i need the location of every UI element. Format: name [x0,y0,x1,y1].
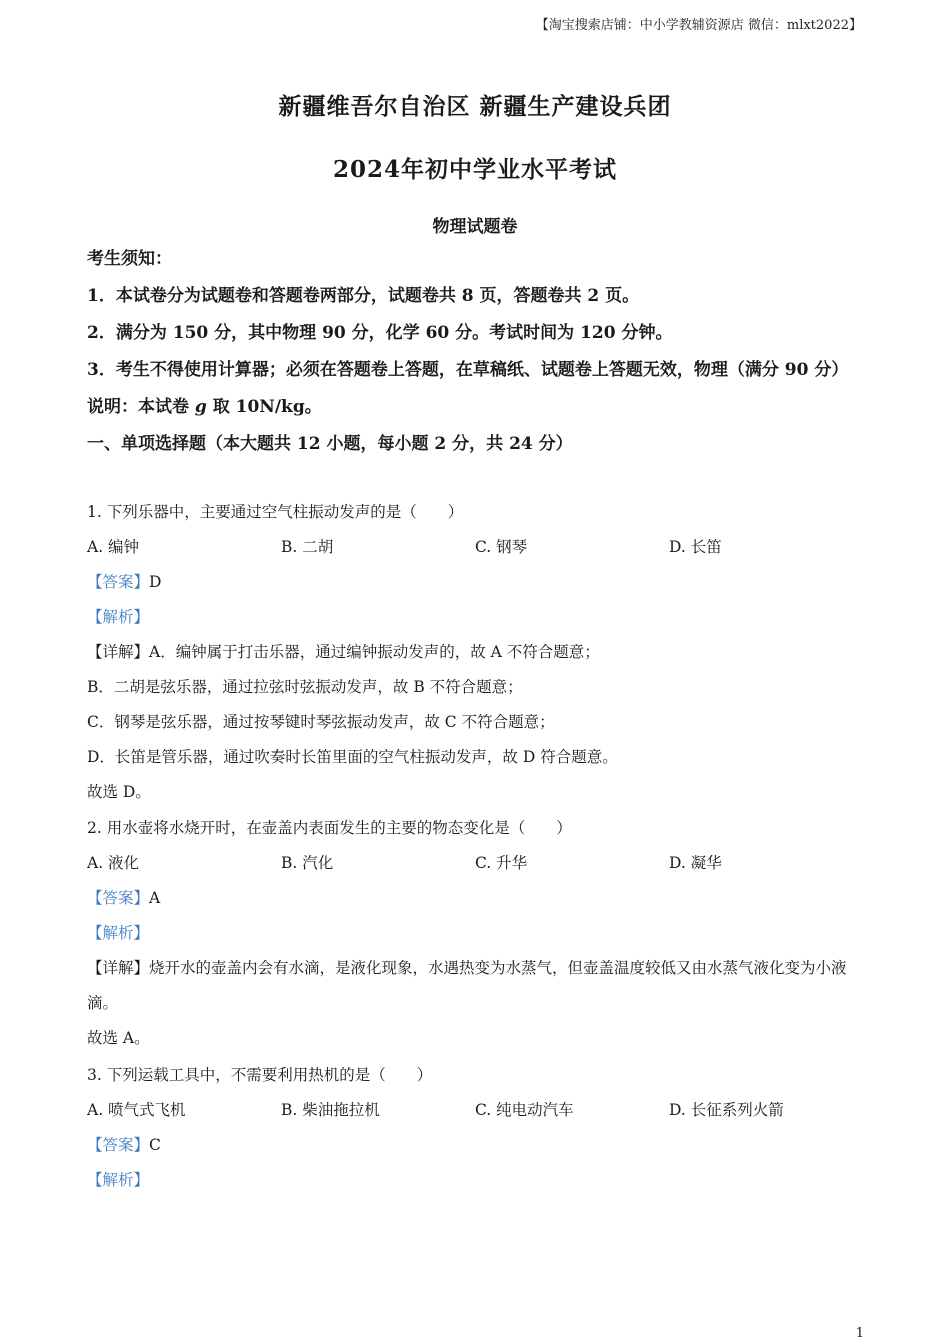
q1-conclusion: 故选 D。 [87,783,151,801]
q3-option-a: A. 喷气式飞机 [87,1101,186,1119]
notice-item-1: 1．本试卷分为试题卷和答题卷两部分，试题卷共 8 页，答题卷共 2 页。 [87,286,640,306]
q1-stem: 1. 下列乐器中，主要通过空气柱振动发声的是（ ） [87,503,464,521]
q2-conclusion: 故选 A。 [87,1029,150,1047]
q2-option-b: B. 汽化 [281,854,334,872]
notice-item-2: 2．满分为 150 分，其中物理 90 分，化学 60 分。考试时间为 120 分钟。 [87,323,673,343]
title-region: 新疆维吾尔自治区 新疆生产建设兵团 [278,93,672,120]
q1-option-b: B. 二胡 [281,538,334,556]
q1-detail-b: B．二胡是弦乐器，通过拉弦时弦振动发声，故 B 不符合题意； [87,678,523,696]
q3-options [87,1093,863,1128]
q1-answer [87,565,863,600]
answer-label: 【答案】 [87,573,150,591]
q2-options [87,846,863,881]
header-note: 【淘宝搜索店铺：中小学教辅资源店 微信：mlxt2022】 [535,18,862,33]
q1-option-c: C. 钢琴 [475,538,528,556]
answer-label: 【答案】 [87,1136,150,1154]
notice-block [87,241,863,463]
q2-detail [87,951,863,1021]
note-variable: g [194,397,207,417]
q2-answer-value: A [149,889,161,907]
q1-answer-value: D [149,573,162,591]
question-3 [87,1058,863,1198]
note-suffix: 取 10N/kg。 [206,397,322,417]
page-number: 1 [855,1326,864,1341]
q3-option-d: D. 长征系列火箭 [669,1101,784,1119]
q1-detail-a-text: A．编钟属于打击乐器，通过编钟振动发声的，故 A 不符合题意； [149,643,600,661]
answer-label: 【答案】 [87,889,150,907]
q1-option-d: D. 长笛 [669,538,722,556]
q2-stem: 2. 用水壶将水烧开时，在壶盖内表面发生的主要的物态变化是（ ） [87,819,572,837]
q1-detail-c: C．钢琴是弦乐器，通过按琴键时琴弦振动发声，故 C 不符合题意； [87,713,555,731]
detail-label: 【详解】 [87,959,150,977]
question-2 [87,811,863,1056]
note-prefix: 说明：本试卷 [87,397,195,417]
analysis-label: 【解析】 [87,924,150,942]
detail-label: 【详解】 [87,643,150,661]
q3-answer-value: C [149,1136,161,1154]
q3-option-b: B. 柴油拖拉机 [281,1101,380,1119]
q3-analysis [87,1163,863,1198]
q2-answer [87,881,863,916]
q3-option-c: C. 纯电动汽车 [475,1101,574,1119]
q1-detail-d: D．长笛是管乐器，通过吹奏时长笛里面的空气柱振动发声，故 D 符合题意。 [87,748,618,766]
question-1 [87,495,863,810]
q2-option-d: D. 凝华 [669,854,722,872]
q2-detail-text: 烧开水的壶盖内会有水滴，是液化现象，水遇热变为水蒸气，但壶盖温度较低又由水蒸气液化变为小液滴。 [87,959,847,1012]
notice-item-3: 3．考生不得使用计算器；必须在答题卷上答题，在草稿纸、试题卷上答题无效，物理（满分 90 分） [87,360,849,380]
q1-detail-a [87,635,863,670]
q2-option-a: A. 液化 [87,854,140,872]
notice-g-note [87,389,863,426]
q2-option-c: C. 升华 [475,854,528,872]
q2-analysis [87,916,863,951]
analysis-label: 【解析】 [87,608,150,626]
title-exam: 2024年初中学业水平考试 [332,156,617,183]
q3-stem: 3. 下列运载工具中，不需要利用热机的是（ ） [87,1066,433,1084]
q1-option-a: A. 编钟 [87,538,140,556]
notice-heading: 考生须知： [87,249,172,269]
title-subject: 物理试题卷 [432,217,518,237]
q1-options [87,530,863,565]
q3-answer [87,1128,863,1163]
analysis-label: 【解析】 [87,1171,150,1189]
q1-analysis [87,600,863,635]
section-heading: 一、单项选择题（本大题共 12 小题，每小题 2 分，共 24 分） [87,434,573,454]
